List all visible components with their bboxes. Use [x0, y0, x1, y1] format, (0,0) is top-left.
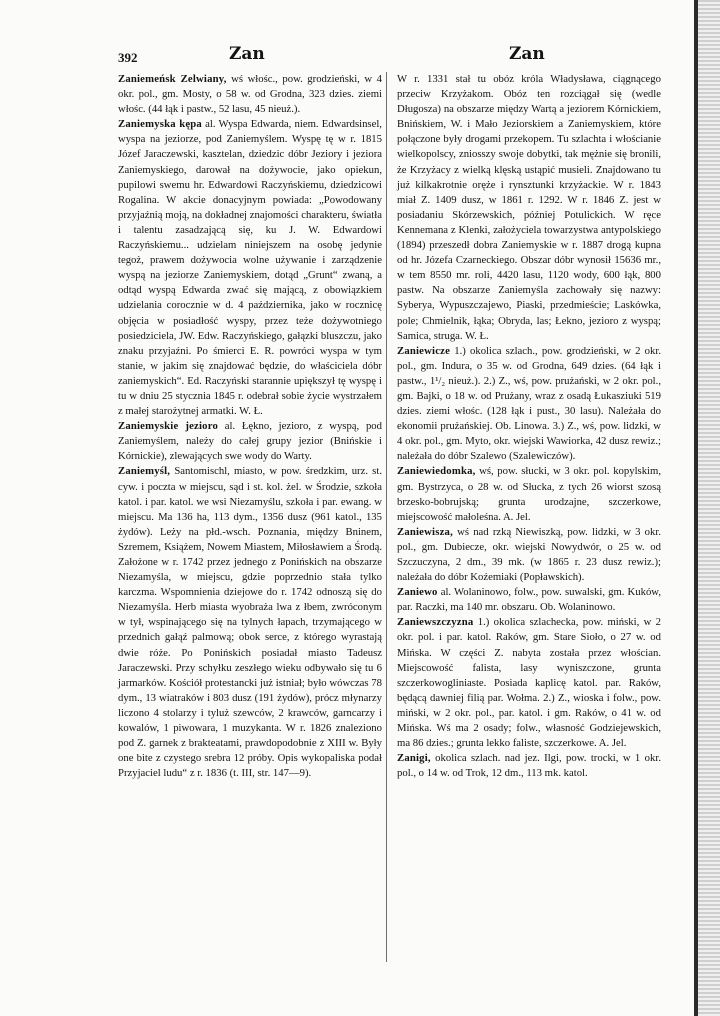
- entry-text: al. Wyspa Edwarda, niem. Edwardsinsel, wyspa na jeziorze, pod Zaniemyślem. Wyspę tę w r. 1815 Józef Jaraczewski, kasztelan, dziedzic dóbr Jeziory i jeziora Zaniemyskiego, darował na dożywocie, jako opiekun, pupilowi swemu hr. Edwardowi Raczyńskiemu, dziedzicowi Rogalina. W akcie donacyjnym powiada: „Powodowany przyjaźnią moją, na dokładnej znajomości charakteru, światła i talentu zasadzającą się, ku J. W. Edwardowi Raczyńskiemu... udzielam niniejszem na osobę jedynie tegoż, prawem dożywocia wolne używanie i zarządzenie wyspą na jeziorze Zaniemyskiem, dotąd „Grunt“ zwaną, a odtąd wyspą Edwarda zwać się mającą, z obowiązkiem udzielania corocznie w d. 4 października, jako w rocznicę objęcia w posiadłość wyspy, przez teże dożywotniego posiedziciela, JW. Edw. Raczyńskiego, gałązki bluszczu, jako znaku przyjaźni. Po śmierci E. R. powróci wyspa w tym stanie, w jakim się znajdować będzie, do właściciela dóbr zaniemyskich“. Ed. Raczyński starannie upiększył tę wyspę i tu w dniu 25 stycznia 1845 r. odebrał sobie życie wystrzałem z małej starożytnej armatki. W. Ł.: [118, 118, 382, 418]
- entry-text: wś włośc., pow. grodzieński, w 4 okr. pol., gm. Mosty, o 58 w. od Grodna, 323 dzies. ziemi włośc. (44 łąk i pastw., 52 lasu, 45 nieuż.).: [118, 73, 382, 116]
- gazetteer-entry: [118, 117, 382, 419]
- entry-headword: Zaniewo: [397, 586, 438, 599]
- entry-text: 1.) okolica szlachecka, pow. miński, w 2 okr. pol. i par. katol. Raków, gm. Stare Sioło, o 27 w. od Mińska. W części Z. nabyta została przez włościan. Miejscowość falista, lasy wyniszczone, grunta szczerkowogliniaste. Posiada kaplicę katol. par. Raków, będącą dawniej filią par. Wołma. 2.) Z., wioska i folw., pow. miński, w 2 okr. pol., par. katol. i gm. Raków, o 41 w. od Mińska. Wś ma 2 osady; folw., własność Godziejewskich, ma 86 dzies.; grunta lekko faliste, szczerkowe. A. Jel.: [397, 616, 661, 750]
- gazetteer-entry: [397, 464, 661, 524]
- entry-text: wś nad rzką Niewiszką, pow. lidzki, w 3 okr. pol., gm. Dubiecze, okr. wiejski Nowydwór, o 25 w. od Szczuczyna, 2 dm., 39 mk. (w 1865 r. 23 dusz rewiz.); należała do dóbr Koźemiaki (Popławskich).: [397, 525, 661, 584]
- gazetteer-entry: [397, 585, 661, 615]
- entry-headword: Zaniemeńsk Zelwiany,: [118, 73, 227, 85]
- gazetteer-entry: [397, 751, 661, 781]
- entry-headword: Zaniemyska kępa: [118, 118, 202, 131]
- left-column: [118, 72, 382, 781]
- book-binding: [698, 0, 720, 1016]
- gazetteer-entry: [397, 72, 661, 344]
- entry-headword: Zaniemyśl,: [118, 465, 171, 478]
- column-divider: [386, 72, 387, 962]
- gazetteer-entry: [397, 344, 661, 465]
- running-head-left: Zan: [229, 44, 265, 64]
- gazetteer-entry: [118, 464, 382, 781]
- entry-headword: Zaniemyskie jezioro: [118, 420, 218, 433]
- running-head-right: Zan: [509, 44, 545, 64]
- gazetteer-entry: [118, 72, 382, 117]
- entry-headword: Zaniewiedomka,: [397, 465, 476, 478]
- entry-text: wś, pow. słucki, w 3 okr. pol. kopylskim, gm. Bystrzyca, o 28 w. od Słucka, z tych 26 wiorst szosą brzesko-bobrujską; grunta urodzajne, szczerkowe, miejscowość małoleśna. A. Jel.: [397, 465, 661, 523]
- entry-text: W r. 1331 stał tu obóz króla Władysława, ciągnącego przeciw Krzyżakom. Obóz ten rozciągał się (wedle Długosza) na obszarze między Wartą a jeziorem Kórnickiem, Bnińskiem, W. i Mało Jeziorskiem a Zaniemyskiem, które połączone były drogami przekopem. Tu szlachta i włościanie wielkopolscy, zniosszy swoje dobytki, tak mężnie się bronili, że Krzyżacy z wielką klęską ustąpić musieli. Znajdowano tu już kilkakrotnie oręże i rynsztunki krzyżackie. W r. 1843 miał Z. 1409 dusz, w 1861 r. 1292. W r. 1846 Z. jest w posiadaniu Skórzewskich, później Potulickich. W ręce Kennemana z Klenki, założyciela towarzystwa antypolskiego (1894) przeszedł dobra Zaniemyskie w r. 1887 drogą kupna od hr. Józefa Czarneckiego. Obszar dóbr wynosił 15636 mr., w tem 8550 mr. roli, 4420 lasu, 1120 wody, 600 łąk, 800 pastw. Na obszarze Zaniemyśla zachowały się nazwy: Syberya, Wypuszczajewo, Piaski, przedmieście; Laskówka, pole; Chmielnik, łąka; Obryda, las; Łekno, jezioro z wyspą; Samica, struga. W. Ł.: [397, 73, 661, 342]
- page-number: 392: [118, 50, 138, 65]
- entry-text: al. Łękno, jezioro, z wyspą, pod Zaniemyślem, należy do całej grupy jezior (Bnińskie i Kórnickie), zlewających swe wody do Warty.: [118, 420, 382, 463]
- entry-text: okolica szlach. nad jez. Ilgi, pow. trocki, w 1 okr. pol., o 14 w. od Trok, 12 dm., 113 mk. katol.: [397, 752, 661, 780]
- entry-headword: Zanigi,: [397, 752, 431, 765]
- entry-text: al. Wolaninowo, folw., pow. suwalski, gm. Kuków, par. Raczki, ma 140 mr. obszaru. Ob. Wolaninowo.: [397, 586, 661, 614]
- gazetteer-entry: [397, 615, 661, 751]
- entry-text: Santomischl, miasto, w pow. średzkim, urz. st. cyw. i poczta w miejscu, sąd i st. kol. żel. w Środzie, szkoła katol. i par. katol. we wsi Niezamyślu, szkoła i par. ewang. w miejscu. Ma 136 ha, 113 dym., 1356 dusz (961 katol., 135 żydów). Leży na płd.-wsch. Poznania, między Bninem, Szremem, Książem, Nowem Miastem, Miłosławiem a Środą. Założone w r. 1742 przez jednego z Ponińskich na obszarze Niezamyśla, w miejscu, gdzie poprzednio stała tylko karczma. Wspomnienia dziejowe do r. 1742 odnoszą się do Niezamyśla. Herb miasta wyobraża lwa z łbem, zwróconym w tył, wspinającego się na tylnych łapach, trzymającego w przednich gałąź palmową; obok serce, z którego wyrastają dwie róże. Po Ponińskich posiadał miasto Tadeusz Jaraczewski. Przy schyłku zeszłego wieku odbywało się tu 6 jarmarków. Kościół protestancki już istniał; było wówczas 78 dym., 13 wiatraków i 803 dusz (191 żydów), prócz młynarzy liczono 4 stolarzy i tyluż szewców, 2 krawców, garncarzy i kowalów, 1 piwowara, 1 muzykanta. W r. 1826 znaleziono pod Z. garnek z brakteatami, prawdopodobnie z XIII w. Były one bite z czystego srebra 12 próby. Opis wykopaliska podał Przyjaciel ludu“ z r. 1836 (t. III, str. 147—9).: [118, 465, 382, 780]
- page-header: [118, 42, 678, 66]
- entry-text: 1.) okolica szlach., pow. grodzieński, w 2 okr. pol., gm. Indura, o 35 w. od Grodna, 649 dzies. (64 łąk i pastw., 1¹/₂ nieuż.). 2.) Z., wś, pow. prużański, w 2 okr. pol., gm. Bajki, o 18 w. od Prużany, wraz z osadą Łukasziuki 519 dzies. ziemi włośc. (128 łąk i pust., 30 lasu). Należała do ekonomii prużańskiej. Ob. Linowa. 3.) Z., wś, pow. lidzki, w 4 okr. pol., gm. Myto, okr. wiejski Wawiorka, 42 dusz rewiz.; należała do dóbr Szalewo (Szalewiczów).: [397, 344, 661, 463]
- right-column: [397, 72, 661, 781]
- gazetteer-entry: [397, 525, 661, 585]
- entry-headword: Zaniewszczyzna: [397, 616, 474, 629]
- entry-headword: Zaniewicze: [397, 344, 451, 357]
- entry-headword: Zaniewisza,: [397, 525, 453, 538]
- gazetteer-entry: [118, 419, 382, 464]
